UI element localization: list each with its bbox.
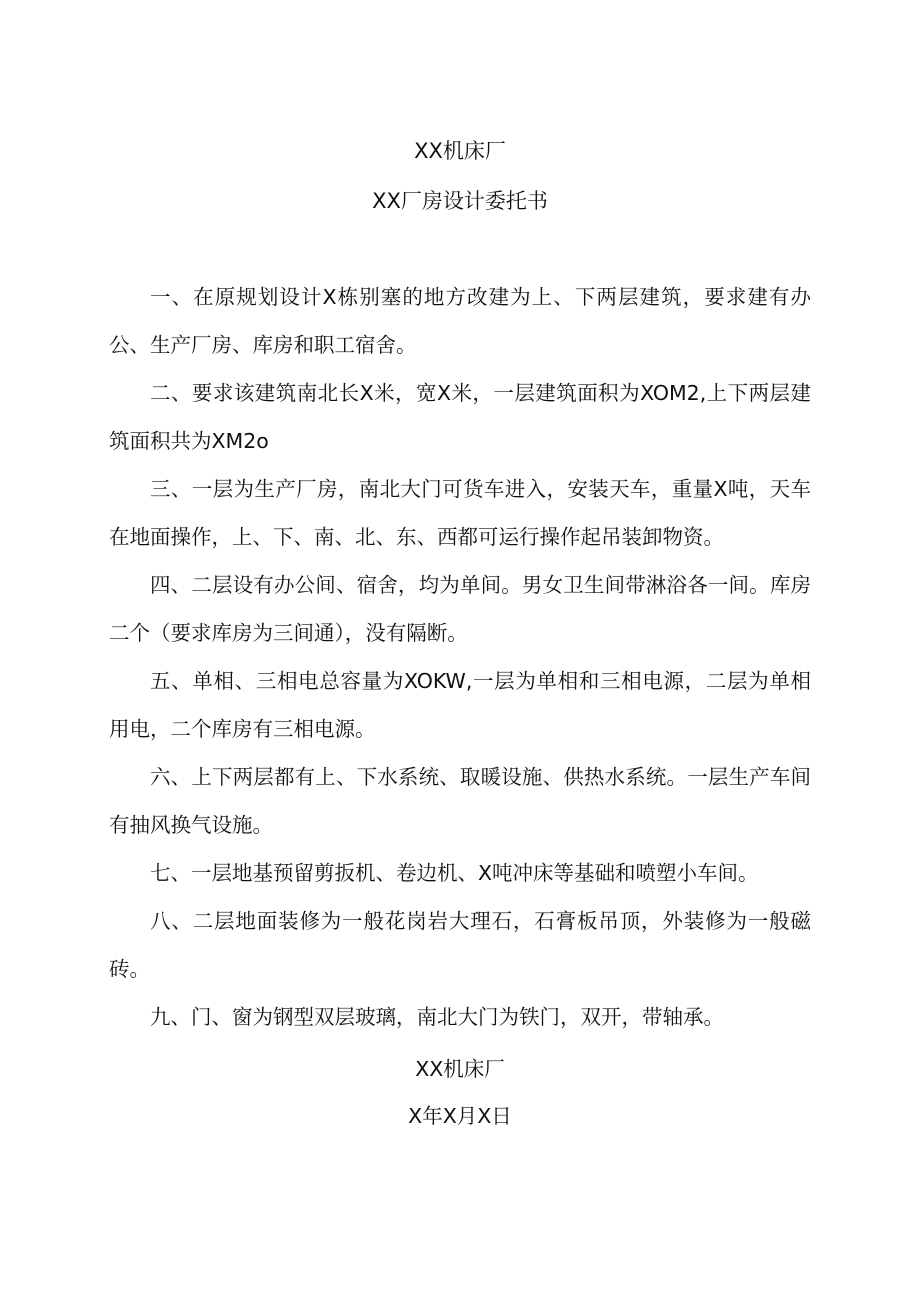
paragraph-6: 六、上下两层都有上、下水系统、取暖设施、供热水系统。一层生产车间有抽风换气设施。 (109, 765, 811, 837)
paragraph-5: 五、单相、三相电总容量为XOKW,一层为单相和三相电源，二层为单相用电，二个库房有三相电源。 (109, 669, 811, 741)
document-title: XX机床厂 (414, 139, 506, 163)
paragraph-4: 四、二层设有办公间、宿舍，均为单间。男女卫生间带淋浴各一间。库房二个（要求库房为三间通），没有隔断。 (109, 573, 811, 645)
document-body (109, 273, 811, 1041)
paragraph-3: 三、一层为生产厂房，南北大门可货车进入，安装天车，重量X吨，天车在地面操作，上、下、南、北、东、西都可运行操作起吊装卸物资。 (109, 477, 811, 549)
paragraph-8: 八、二层地面装修为一般花岗岩大理石，石膏板吊顶，外装修为一般磁砖。 (109, 909, 811, 981)
paragraph-9: 九、门、窗为钢型双层玻璃，南北大门为铁门，双开，带轴承。 (150, 1005, 724, 1029)
paragraph-1: 一、在原规划设计X栋别塞的地方改建为上、下两层建筑，要求建有办公、生产厂房、库房和职工宿舍。 (109, 285, 811, 357)
document-subtitle: XX厂房设计委托书 (372, 189, 548, 213)
signature-organization: XX机床厂 (415, 1057, 505, 1081)
paragraph-2: 二、要求该建筑南北长X米，宽X米，一层建筑面积为XOM2,上下两层建筑面积共为XM2o (109, 381, 811, 453)
paragraph-7: 七、一层地基预留剪扳机、卷边机、X吨冲床等基础和喷塑小车间。 (150, 861, 759, 885)
signature-date: X年X月X日 (408, 1104, 512, 1128)
